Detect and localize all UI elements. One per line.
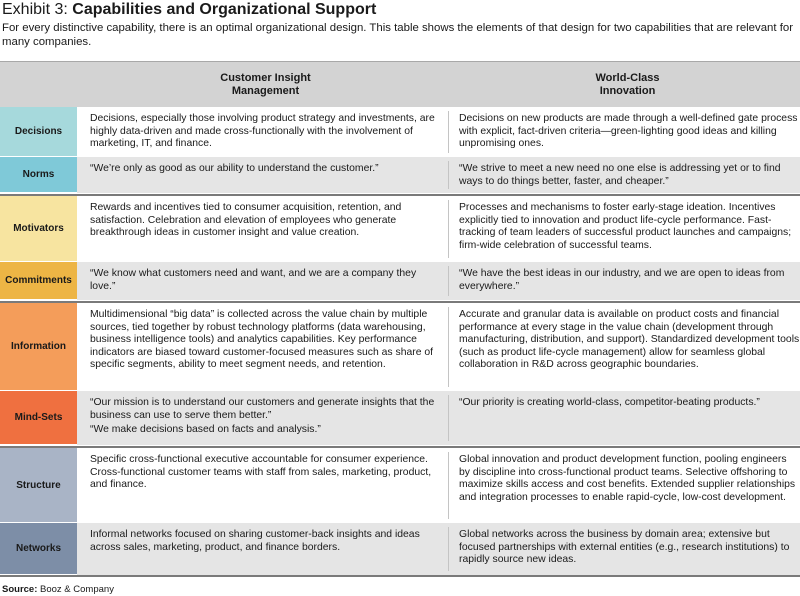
cell-text: “We’re only as good as our ability to understand the customer.”: [90, 163, 379, 174]
source-label: Source:: [2, 584, 38, 595]
group-separator: [0, 575, 800, 577]
cell-customer-insight: [90, 454, 442, 492]
cell-customer-insight: [90, 397, 442, 437]
table-header: [0, 61, 800, 107]
column-divider: [448, 527, 449, 571]
table-row: [0, 391, 800, 445]
column-header-line: Customer Insight: [220, 72, 311, 84]
cell-customer-insight: [90, 309, 442, 372]
cell-innovation: [459, 397, 800, 410]
cell-text: “We know what customers need and want, and we are a company they love.”: [90, 268, 417, 292]
table-row: [0, 523, 800, 575]
cell-text: Global innovation and product development function, pooling engineers by discipline into cross-functional product teams. Selective offshoring to maximize skills access and cost benefits. Extended supplier relationships and integration processes to enable rapid-cycle, low-cost development.: [459, 454, 796, 503]
table-row: [0, 448, 800, 523]
row-label-norms: Norms: [0, 157, 77, 193]
exhibit-title: [2, 0, 376, 20]
cell-text: Multidimensional “big data” is collected across the value chain by multiple sources, tied together by robust technology platforms (data warehousing, business intelligence tools) and analytics capabilities. Key performance indicators are biased toward customer-focused measures such as share of specific segments, ability to meet segment needs, and retention.: [90, 309, 434, 370]
cell-text: Decisions, especially those involving product strategy and investments, are highly data-driven and made cross-functionally with the involvement of marketing, IT, and finance.: [90, 113, 435, 149]
cell-innovation: [459, 268, 800, 293]
column-divider: [448, 452, 449, 519]
column-divider: [448, 161, 449, 189]
cell-innovation: [459, 163, 800, 188]
cell-text: Processes and mechanisms to foster early-stage ideation. Incentives explicitly tied to innovation and product life-cycle performance. Fast-tracking of team leaders of successful product launches and campaigns; firm-wide celebration of successful teams.: [459, 202, 792, 251]
exhibit-heading: Capabilities and Organizational Support: [72, 1, 377, 18]
cell-innovation: [459, 529, 800, 567]
cell-customer-insight: [90, 113, 442, 151]
cell-text: Informal networks focused on sharing customer-back insights and ideas across sales, marketing, product, and finance borders.: [90, 529, 420, 553]
cell-innovation: [459, 202, 800, 252]
row-label-decisions: Decisions: [0, 107, 77, 157]
cell-customer-insight: [90, 529, 442, 554]
row-label-commitments: Commitments: [0, 262, 77, 300]
row-label-networks: Networks: [0, 523, 77, 575]
cell-innovation: [459, 113, 800, 151]
column-divider: [448, 307, 449, 387]
row-label-motivators: Motivators: [0, 196, 77, 262]
table-row: [0, 157, 800, 193]
table-row: [0, 196, 800, 262]
column-divider: [448, 111, 449, 153]
source-note: [2, 584, 114, 595]
column-divider: [448, 266, 449, 296]
column-divider: [448, 200, 449, 258]
row-label-structure: Structure: [0, 448, 77, 523]
cell-text: Accurate and granular data is available on product costs and financial performance at every stage in the value chain (development through manufacturing, distribution, and support). Standardized development tools (such as product life-cycle management) allow for seamless global collaboration in R&D across geographic boundaries.: [459, 309, 800, 370]
cell-text: Global networks across the business by domain area; extensive but focused partnerships with external entities (e.g., research institutions) to rapidly source new ideas.: [459, 529, 790, 565]
cell-customer-insight: [90, 202, 442, 240]
group-separator: [0, 194, 800, 196]
column-header-line: World-Class: [595, 72, 660, 84]
cell-text: “We strive to meet a new need no one else is addressing yet or to find ways to do things better, faster, and cheaper.”: [459, 163, 781, 187]
row-label-mindsets: Mind-Sets: [0, 391, 77, 445]
cell-text: Specific cross-functional executive accountable for consumer experience. Cross-functional customer teams with staff from sales, marketing, product, and finance.: [90, 454, 432, 490]
cell-text: “Our mission is to understand our customers and generate insights that the business can use to serve them better.”: [90, 397, 435, 421]
column-divider: [448, 395, 449, 441]
cell-innovation: [459, 309, 800, 372]
cell-text: Decisions on new products are made through a well-defined gate process with explicit, fact-driven criteria—green-lighting good ideas and killing unpromising ones.: [459, 113, 798, 149]
source-text: Booz & Company: [37, 584, 114, 595]
cell-text: Rewards and incentives tied to consumer acquisition, retention, and satisfaction. Celebration and elevation of employees who generate breakthrough ideas in customer insight and value creation.: [90, 202, 402, 238]
cell-text: “Our priority is creating world-class, competitor-beating products.”: [459, 397, 760, 408]
table-row: [0, 262, 800, 300]
table-row: [0, 303, 800, 391]
cell-innovation: [459, 454, 800, 504]
group-separator: [0, 446, 800, 448]
cell-customer-insight: [90, 163, 442, 176]
row-label-information: Information: [0, 303, 77, 391]
column-header-customer-insight: [78, 72, 453, 98]
column-header-line: Management: [231, 85, 300, 97]
exhibit-subtitle: For every distinctive capability, there is an optimal organizational design. This table shows the elements of that design for two capabilities that are relevant for many companies.: [2, 22, 794, 48]
table-row: [0, 107, 800, 157]
column-header-innovation: [455, 72, 800, 98]
exhibit-number: Exhibit 3:: [2, 1, 73, 18]
cell-text: “We have the best ideas in our industry, and we are open to ideas from everywhere.”: [459, 268, 785, 292]
column-header-line: Innovation: [599, 85, 656, 97]
cell-customer-insight: [90, 268, 442, 293]
cell-text: “We make decisions based on facts and analysis.”: [90, 424, 321, 435]
group-separator: [0, 301, 800, 303]
